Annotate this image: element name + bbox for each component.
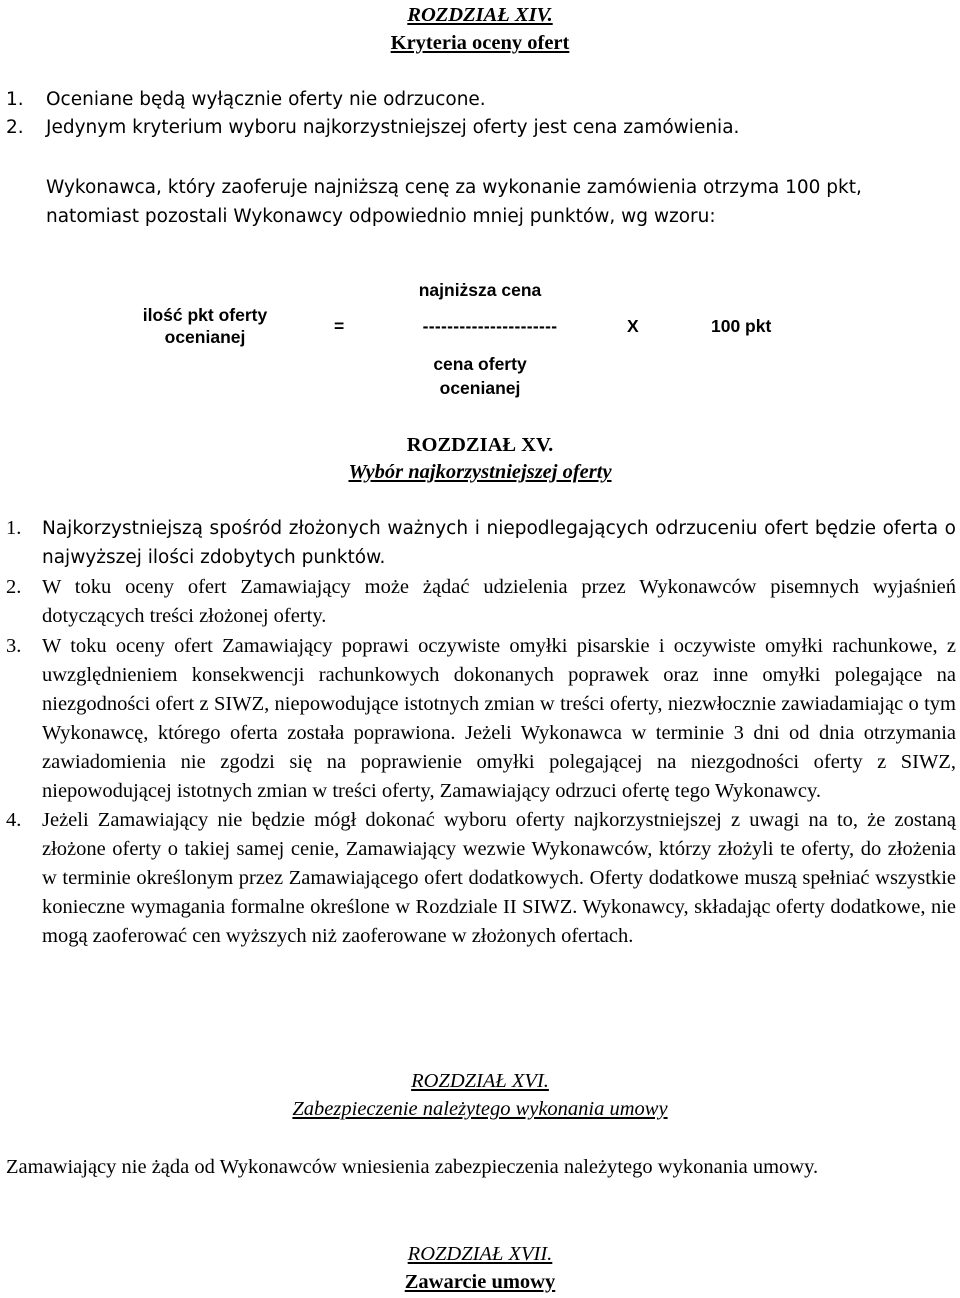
- formula-numerator: najniższa cena: [418, 280, 542, 300]
- list-item-text: Najkorzystniejszą spośród złożonych ważnych i niepodlegających odrzuceniu ofert będzie oferta o najwyższej ilości zdobytych punktów.: [42, 518, 956, 568]
- formula-denominator: [380, 352, 580, 400]
- list-item: [6, 573, 956, 631]
- chapter-16-heading: ROZDZIAŁ XVI.: [411, 1070, 549, 1092]
- chapter-14-heading: ROZDZIAŁ XIV.: [407, 4, 553, 26]
- scoring-intro-line: Wykonawca, który zaoferuje najniższą cenę za wykonanie zamówienia otrzyma 100 pkt,: [46, 177, 862, 198]
- list-item: [6, 86, 946, 114]
- chapter-16-title: Zabezpieczenie należytego wykonania umowy: [292, 1098, 668, 1120]
- chapter-15-heading: ROZDZIAŁ XV.: [406, 434, 554, 456]
- formula-multiplier: 100 pkt: [711, 316, 772, 336]
- chapter-14-title: Kryteria oceny ofert: [390, 32, 570, 54]
- list-item-number: 1.: [6, 89, 24, 110]
- list-item: [6, 114, 946, 142]
- chapter-15-title: Wybór najkorzystniejszej oferty: [348, 461, 612, 483]
- chapter-17-title: Zawarcie umowy: [404, 1271, 556, 1293]
- chapter-15-list: [6, 514, 956, 951]
- list-item-number: 1.: [6, 517, 22, 539]
- list-item-text: Jeżeli Zamawiający nie będzie mógł dokonać wyboru oferty najkorzystniejszej z uwagi na to, że zostaną złożone oferty o takiej samej cenie, Zamawiający wezwie Wykonawców, którzy złożyli te oferty, do złożenia w terminie określonym przez Zamawiającego ofert dodatkowych. Oferty dodatkowe muszą spełniać wszystkie konieczne wymagania formalne określone w Rozdziale II SIWZ. Wykonawcy, składając oferty dodatkowe, nie mogą zaoferować cen wyższych niż zaoferowane w złożonych ofertach.: [42, 809, 956, 947]
- formula-lhs-line: ocenianej: [164, 327, 246, 347]
- scoring-intro-line: natomiast pozostali Wykonawcy odpowiednio mniej punktów, wg wzoru:: [46, 206, 716, 227]
- list-item-number: 2.: [6, 576, 22, 598]
- formula-denominator-line: cena oferty: [433, 354, 527, 374]
- formula-lhs: [120, 304, 290, 348]
- formula-denominator-line: ocenianej: [439, 378, 521, 398]
- list-item: [6, 806, 956, 951]
- formula-fraction-bar: ----------------------: [422, 316, 558, 336]
- list-item-number: 3.: [6, 635, 22, 657]
- list-item: [6, 514, 956, 572]
- list-item-text: W toku oceny ofert Zamawiający może żądać udzielenia przez Wykonawców pisemnych wyjaśnień dotyczących treści złożonej oferty.: [42, 576, 956, 627]
- list-item-text: Jedynym kryterium wyboru najkorzystniejszej oferty jest cena zamówienia.: [46, 117, 740, 138]
- list-item-number: 2.: [6, 117, 24, 138]
- formula-lhs-line: ilość pkt oferty: [142, 305, 268, 325]
- list-item-text: W toku oceny ofert Zamawiający poprawi oczywiste omyłki pisarskie i oczywiste omyłki rachunkowe, z uwzględnieniem konsekwencji rachunkowych dokonanych poprawek oraz inne omyłki polegające na niezgodności ofert z SIWZ, niepowodujące istotnych zmian w treści oferty, niezwłocznie zawiadamiając o tym Wykonawcę, którego oferta została poprawiona. Jeżeli Wykonawca w terminie 3 dni od dnia otrzymania zawiadomienia nie zgodzi się na poprawienie omyłki polegającej na niezgodności oferty z SIWZ, niepowodującej istotnych zmian w treści oferty, Zamawiający odrzuci ofertę tego Wykonawcy.: [42, 635, 956, 802]
- chapter-17-heading: ROZDZIAŁ XVII.: [407, 1243, 553, 1265]
- formula-equals: =: [334, 316, 345, 336]
- scoring-intro: [46, 173, 956, 231]
- chapter-14-list: [6, 86, 946, 142]
- list-item: [6, 632, 956, 806]
- list-item-number: 4.: [6, 809, 22, 831]
- list-item-text: Oceniane będą wyłącznie oferty nie odrzucone.: [46, 89, 486, 110]
- chapter-16-text: Zamawiający nie żąda od Wykonawców wniesienia zabezpieczenia należytego wykonania umowy.: [6, 1156, 819, 1178]
- formula-times: X: [627, 316, 639, 336]
